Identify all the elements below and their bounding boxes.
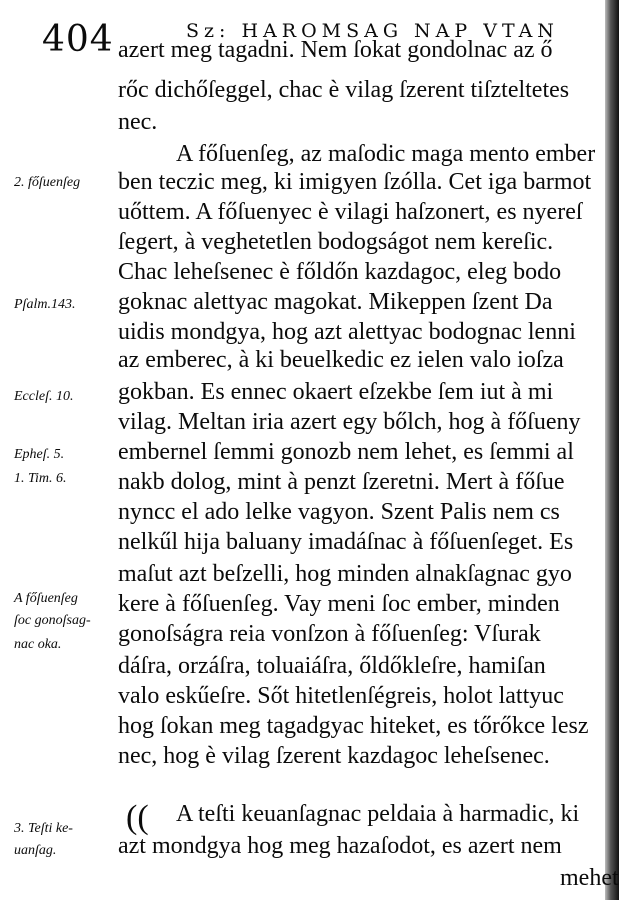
text-line: ſegert, à veghetetlen bodogságot nem kereſic. <box>118 229 554 255</box>
text-line: vilag. Meltan iria azert egy bőlch, hog à főſueny <box>118 409 581 435</box>
book-spine-shadow <box>605 0 619 900</box>
margin-note: nac oka. <box>14 637 62 652</box>
text-line: nec. <box>118 109 158 135</box>
running-head: Sz: HAROMSAG NAP VTAN <box>186 20 559 42</box>
text-line: gonoſságra reia vonſzon à főſuenſeg: Vſurak <box>118 621 541 647</box>
text-line: A teſti keuanſagnac peldaia à harmadic, ki <box>176 801 580 827</box>
text-line: goknac alettyac magokat. Mikeppen ſzent Da <box>118 289 553 315</box>
text-line: nyncc el ado lelke vagyon. Szent Palis nem cs <box>118 499 560 525</box>
text-line: azert meg tagadni. Nem ſokat gondolnac az ő <box>118 37 553 63</box>
paragraph-mark: (( <box>126 799 149 836</box>
text-line: ben teczic meg, ki imigyen ſzólla. Cet iga barmot <box>118 169 592 195</box>
text-line: dáſra, orzáſra, toluaiáſra, őldőkleſre, hamiſan <box>118 653 546 679</box>
margin-note: Eccleſ. 10. <box>14 389 74 404</box>
text-line: rőc dichőſeggel, chac è vilag ſzerent tiſzteltetes <box>118 77 570 103</box>
margin-note: 2. főſuenſeg <box>14 175 81 190</box>
margin-note: A főſuenſeg <box>14 591 78 606</box>
text-line: hog ſokan meg tagadgyac hiteket, es tőrőkce lesz <box>118 713 589 739</box>
text-line: mehet <box>560 865 619 891</box>
text-line: nec, hog è vilag ſzerent kazdagoc leheſsenec. <box>118 743 550 769</box>
page-number: 404 <box>42 19 114 60</box>
margin-note: ſoc gonoſsag- <box>14 613 91 628</box>
margin-note: 1. Tim. 6. <box>14 471 67 486</box>
text-line: nakb dolog, mint à penzt ſzeretni. Mert à főſue <box>118 469 565 495</box>
margin-note: 3. Teſti ke- <box>14 821 73 836</box>
text-line: kere à főſuenſeg. Vay meni ſoc ember, minden <box>118 591 560 617</box>
text-line: azt mondgya hog meg hazaſodot, es azert nem <box>118 833 562 859</box>
text-line: valo eskűeſre. Sőt hitetlenſégreis, holot lattyuc <box>118 683 564 709</box>
margin-note: uanſag. <box>14 843 57 858</box>
text-line: Chac leheſsenec è főldőn kazdagoc, eleg bodo <box>118 259 562 285</box>
text-line: maſut azt beſzelli, hog minden alnakſagnac gyo <box>118 561 572 587</box>
text-line: gokban. Es ennec okaert eſzekbe ſem iut à mi <box>118 379 554 405</box>
text-line: uidis mondgya, hog azt alettyac bodognac lenni <box>118 319 576 345</box>
text-line: A főſuenſeg, az maſodic maga mento ember <box>176 141 596 167</box>
text-line: nelkűl hija baluany imadáſnac à főſuenſeget. Es <box>118 529 574 555</box>
text-line: embernel ſemmi gonozb nem lehet, es ſemmi al <box>118 439 574 465</box>
text-line: az emberec, à ki beuelkedic ez ielen valo ioſza <box>118 347 564 373</box>
margin-note: Pſalm.143. <box>14 297 76 312</box>
text-line: uőttem. A főſuenyec è vilagi haſzonert, es nyereſ <box>118 199 583 225</box>
margin-note: Epheſ. 5. <box>14 447 65 462</box>
